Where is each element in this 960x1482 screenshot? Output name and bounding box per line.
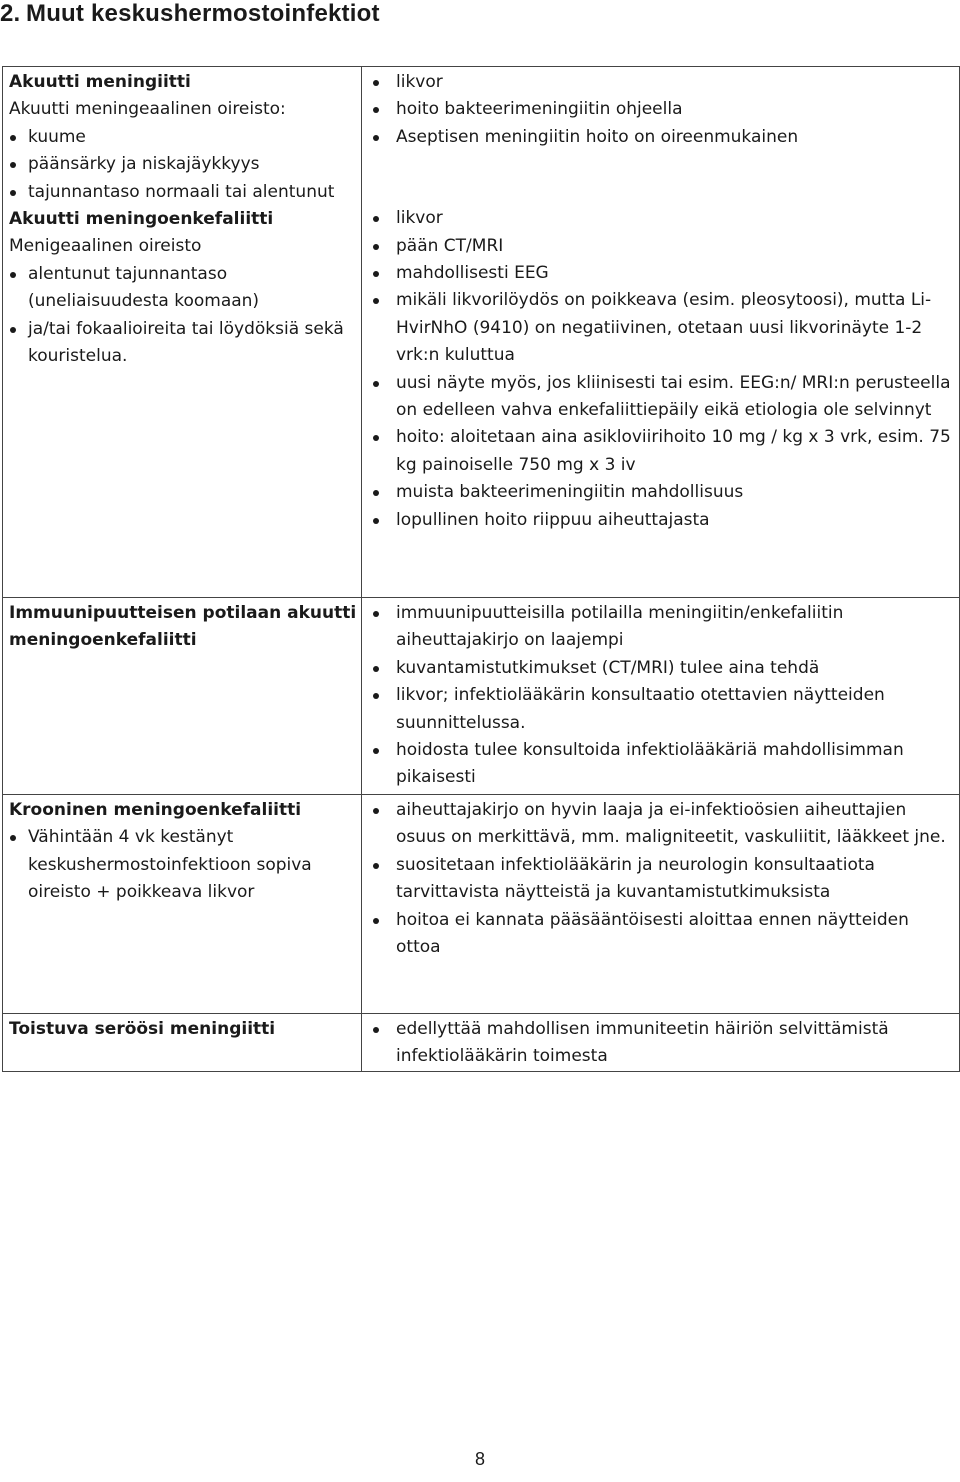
list-item: hoito bakteerimeningiitin ohjeella [370,96,955,123]
condition-title: Krooninen meningoenkefaliitti [9,800,302,820]
condition-title: Toistuva seröösi meningiitti [9,1019,276,1039]
section-title: Muut keskushermostoinfektiot [26,0,380,27]
bullet-list [9,824,357,906]
guideline-table-body [3,67,960,1072]
condition-cell [3,598,362,795]
list-item: tajunnantaso normaali tai alentunut [9,179,357,206]
list-item: mikäli likvorilöydös on poikkeava (esim. pleosytoosi), mutta Li-HvirNhO (9410) on negatiivinen, otetaan uusi likvorinäyte 1-2 vrk:n kuluttua [370,287,955,369]
spacer [370,151,955,178]
list-item: suositetaan infektiolääkärin ja neurologin konsultaatiota tarvittavista näytteistä ja kuvantamistutkimuksista [370,852,955,907]
list-item: pään CT/MRI [370,233,955,260]
table-row [3,598,960,795]
list-item: ja/tai fokaalioireita tai löydöksiä sekä kouristelua. [9,316,357,371]
list-item: hoidosta tulee konsultoida infektiolääkäriä mahdollisimman pikaisesti [370,737,955,792]
list-item: aiheuttajakirjo on hyvin laaja ja ei-infektioösien aiheuttajien osuus on merkittävä, mm. maligniteetit, vaskuliitit, lääkkeet jne. [370,797,955,852]
list-item: mahdollisesti EEG [370,260,955,287]
section-heading [0,0,960,30]
bullet-list [9,124,357,206]
list-item: päänsärky ja niskajäykkyys [9,151,357,178]
list-item: likvor; infektiolääkärin konsultaatio otettavien näytteiden suunnittelussa. [370,682,955,737]
management-cell [362,598,960,795]
condition-cell [3,1014,362,1072]
condition-title: Akuutti meningoenkefaliitti [9,209,274,230]
condition-title: Immuunipuutteisen potilaan akuutti meningoenkefaliitti [9,603,357,651]
list-item: immuunipuutteisilla potilailla meningiitin/enkefaliitin aiheuttajakirjo on laajempi [370,600,955,655]
bullet-list [9,261,357,371]
section-number: 2. [0,0,21,27]
bullet-list [370,69,955,151]
bullet-list [370,205,955,534]
table-row [3,67,960,598]
condition-cell [3,67,362,598]
management-cell [362,795,960,1014]
bullet-list [370,1016,955,1071]
table-row [3,1014,960,1072]
list-item: kuume [9,124,357,151]
condition-description: Menigeaalinen oireisto [9,236,202,257]
management-cell [362,1014,960,1072]
list-item: muista bakteerimeningiitin mahdollisuus [370,479,955,506]
list-item: likvor [370,69,955,96]
page-number: 8 [474,1449,485,1469]
table-row [3,795,960,1014]
bullet-list [370,797,955,961]
bullet-list [370,600,955,792]
list-item: Vähintään 4 vk kestänyt keskushermostoinfektioon sopiva oireisto + poikkeava likvor [9,824,357,906]
list-item: lopullinen hoito riippuu aiheuttajasta [370,507,955,534]
spacer [370,178,955,205]
guideline-table [2,66,960,1072]
list-item: uusi näyte myös, jos kliinisesti tai esim. EEG:n/ MRI:n perusteella on edelleen vahva enkefaliittiepäily eikä etiologia ole selvinnyt [370,370,955,425]
list-item: kuvantamistutkimukset (CT/MRI) tulee aina tehdä [370,655,955,682]
condition-title: Akuutti meningiitti [9,72,191,92]
list-item: hoitoa ei kannata pääsääntöisesti aloittaa ennen näytteiden ottoa [370,907,955,962]
list-item: hoito: aloitetaan aina asikloviirihoito 10 mg / kg x 3 vrk, esim. 75 kg painoiselle 750 mg x 3 iv [370,424,955,479]
list-item: likvor [370,205,955,232]
condition-description: Akuutti meningeaalinen oireisto: [9,99,286,120]
management-cell [362,67,960,598]
list-item: alentunut tajunnantaso (uneliaisuudesta koomaan) [9,261,357,316]
condition-cell [3,795,362,1014]
list-item: edellyttää mahdollisen immuniteetin häiriön selvittämistä infektiolääkärin toimesta [370,1016,955,1071]
list-item: Aseptisen meningiitin hoito on oireenmukainen [370,124,955,151]
